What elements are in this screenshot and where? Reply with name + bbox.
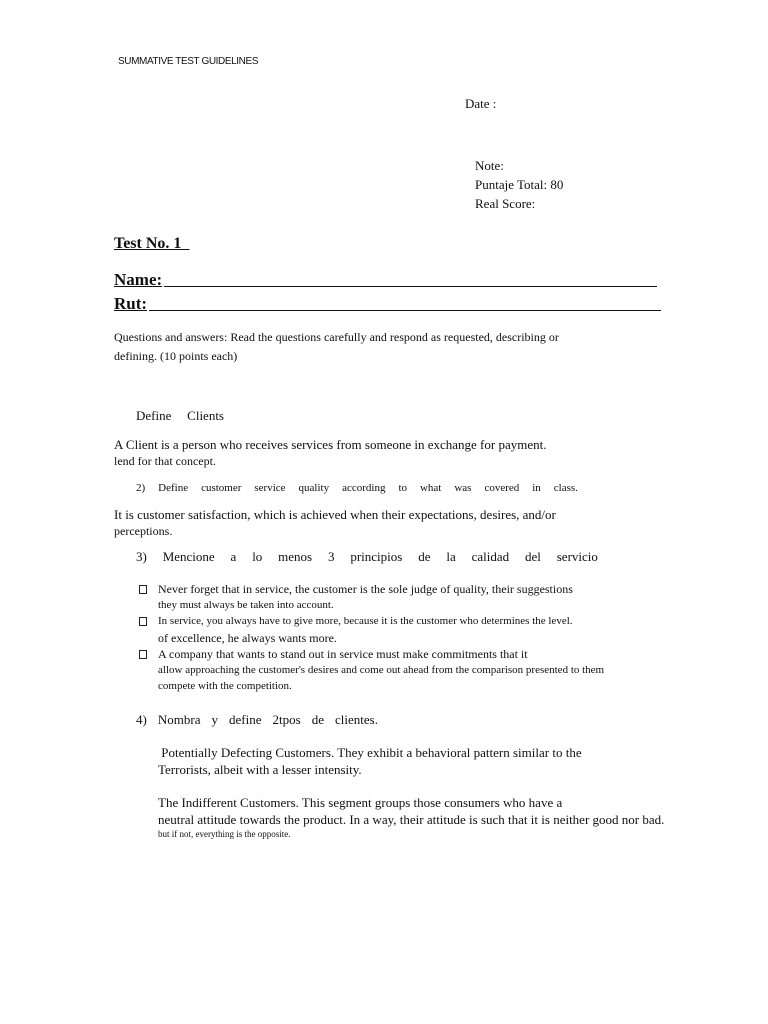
q2-answer-line-2: perceptions. (114, 524, 173, 538)
checkbox-bullet-icon (139, 585, 147, 594)
real-score: Real Score: (475, 196, 536, 211)
q2-word: quality (298, 482, 330, 494)
q4-word: 4) (136, 712, 147, 727)
question-2 (136, 482, 578, 494)
q2-word: in (532, 482, 541, 494)
q1-answer-line-2: lend for that concept. (114, 454, 216, 468)
q3-word: servicio (556, 549, 598, 564)
q1-answer-line-1: A Client is a person who receives services from someone in exchange for payment. (114, 437, 547, 452)
rut-line (114, 294, 661, 314)
q3-bullet-3-line-1: A company that wants to stand out in service must make commitments that it (158, 647, 528, 661)
q4-word: de (311, 712, 324, 727)
note-label: Note: (475, 158, 504, 173)
name-blank (164, 286, 657, 287)
document-header-title: SUMMATIVE TEST GUIDELINES (118, 56, 259, 67)
q4-word: y (211, 712, 218, 727)
q2-word: was (454, 482, 472, 494)
q3-word: 3 (327, 549, 335, 564)
q4-answer-1-line-2: Terrorists, albeit with a lesser intensity. (158, 762, 362, 777)
rut-blank (149, 310, 661, 311)
q4-word: 2tpos (272, 712, 301, 727)
name-label: Name: (114, 270, 163, 289)
q3-bullet-2-line-2: of excellence, he always wants more. (158, 631, 337, 645)
q3-bullet-3-line-3: compete with the competition. (158, 680, 292, 692)
q4-word: clientes. (334, 712, 378, 727)
q1-word: Define (136, 408, 172, 423)
q4-word: Nombra (157, 712, 201, 727)
q4-answer-2-line-3: but if not, everything is the opposite. (158, 829, 291, 839)
q3-bullet-1-line-1: Never forget that in service, the customer is the sole judge of quality, their suggestions (158, 582, 573, 596)
test-title: Test No. 1 (114, 235, 182, 252)
q2-word: Define (158, 482, 189, 494)
question-4 (136, 712, 378, 728)
q4-answer-2-line-1: The Indifferent Customers. This segment groups those consumers who have a (158, 795, 563, 810)
question-1 (136, 408, 224, 424)
q3-word: lo (252, 549, 263, 564)
q3-bullet-2-line-1: In service, you always have to give more, because it is the customer who determines the level. (158, 615, 573, 627)
q3-word: a (230, 549, 237, 564)
q2-word: service (254, 482, 286, 494)
q2-word: to (398, 482, 407, 494)
q3-word: calidad (471, 549, 510, 564)
q3-word: del (525, 549, 541, 564)
q2-word: class. (553, 482, 578, 494)
rut-label: Rut: (114, 294, 148, 313)
checkbox-bullet-icon (139, 650, 147, 659)
q2-word: what (419, 482, 442, 494)
total-score: Puntaje Total: 80 (475, 177, 564, 192)
q3-word: de (418, 549, 431, 564)
q1-word: Clients (187, 408, 224, 423)
checkbox-bullet-icon (139, 617, 147, 626)
q2-word: customer (201, 482, 242, 494)
q3-bullet-1-line-2: they must always be taken into account. (158, 599, 334, 611)
date-label: Date : (465, 96, 497, 111)
q2-word: according (342, 482, 386, 494)
q3-word: la (446, 549, 456, 564)
q4-answer-1-line-1: Potentially Defecting Customers. They exhibit a behavioral pattern similar to the (158, 745, 582, 760)
instructions-line-2: defining. (10 points each) (114, 349, 238, 363)
q3-word: menos (278, 549, 313, 564)
q2-word: covered (484, 482, 520, 494)
instructions-line-1: Questions and answers: Read the questions carefully and respond as requested, describing or (114, 330, 559, 344)
q2-answer-line-1: It is customer satisfaction, which is achieved when their expectations, desires, and/or (114, 507, 556, 522)
q3-word: 3) (136, 549, 147, 564)
q3-bullet-3-line-2: allow approaching the customer's desires and come out ahead from the comparison presented to them (158, 664, 605, 676)
q2-word: 2) (136, 482, 146, 494)
q4-word: define (229, 712, 262, 727)
q3-word: Mencione (162, 549, 215, 564)
q4-answer-2-line-2: neutral attitude towards the product. In a way, their attitude is such that it is neither good nor bad. (158, 812, 665, 827)
question-3 (136, 549, 598, 565)
q3-word: principios (350, 549, 403, 564)
name-line (114, 270, 657, 290)
